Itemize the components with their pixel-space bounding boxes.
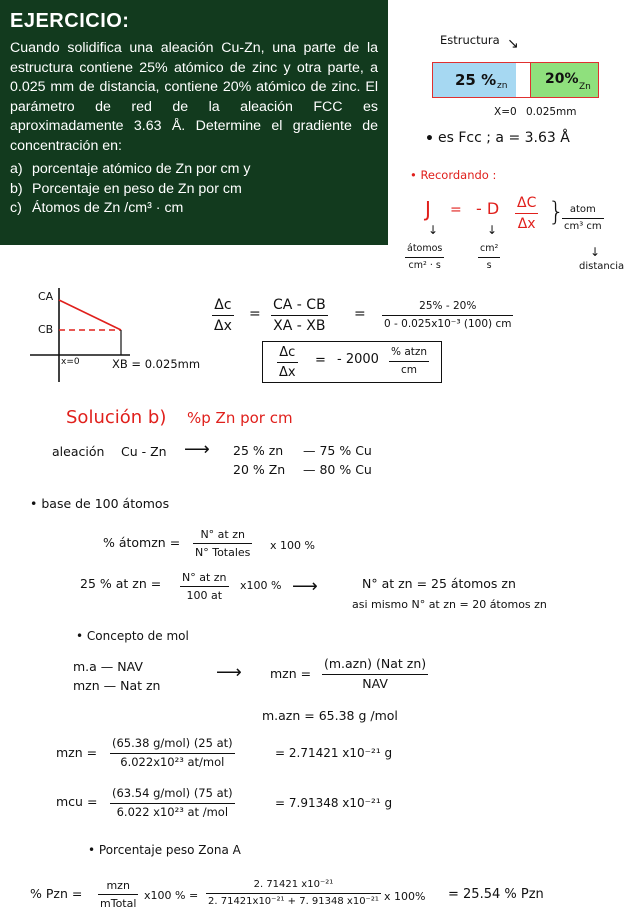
mole-concept: • Concepto de mol [76, 629, 189, 643]
zinc-atomic-mass: m.azn = 65.38 g /mol [262, 708, 398, 723]
example-lhs: 25 % at zn = [80, 576, 162, 591]
final-mid: x100 % = [144, 889, 199, 902]
graph-cb: CB [38, 323, 54, 336]
down-arrow-3: ↓ [590, 245, 601, 259]
down-arrow-1: ↓ [428, 223, 439, 237]
exercise-item-a: a) porcentaje atómico de Zn por cm y [10, 161, 251, 177]
fcc-line: es Fcc ; a = 3.63 Å [438, 130, 570, 146]
exercise-item-c: c) Átomos de Zn /cm³ · cm [10, 200, 184, 217]
flux-symbol: J [425, 197, 431, 221]
mzn-calc-result: = 2.71421 x10⁻²¹ g [275, 746, 393, 760]
solution-heading-2: %p Zn por cm [187, 409, 293, 427]
gradient-definition: $\frac{CA - CB}{XA - XB}$ [273, 297, 326, 334]
gradient-substitution: $\frac{25\% - 20\%}{\text{0 - 0.025x10⁻³ (100) cm}}$ [384, 300, 512, 330]
alloy-name: Cu - Zn [121, 444, 167, 459]
exercise-item-b: b) Porcentaje en peso de Zn por cm [10, 180, 242, 197]
structure-x1: 0.025mm [526, 106, 577, 118]
structure-cell-25: 25 % zn [432, 62, 518, 98]
final-numeric-fraction: $\frac{\text{2. 71421 x10⁻²¹}}{\text{2. 71421x10⁻²¹ + 7. 91348 x10⁻²¹}}$ [208, 879, 379, 907]
result-lhs: $\frac{\Delta c}{\Delta x}$ [279, 345, 296, 380]
recall-brace: } [548, 197, 565, 227]
result-unit: % atzn cm [391, 346, 428, 376]
pct-atom-fraction: N° at zn N° Totales [195, 528, 251, 559]
composition-b-zn: 20 % Zn [233, 462, 286, 477]
gradient-eq-2: = [354, 306, 366, 322]
mole-relation-2: mzn — Nat zn [73, 678, 161, 693]
structure-label: Estructura [440, 33, 500, 47]
diffusivity-units: $\frac{\text{cm²}}{s}$ [480, 243, 499, 271]
recall-gradient: $\frac{\Delta C}{\Delta x}$ [517, 195, 537, 232]
example-fraction: $\frac{\text{N° at zn}}{100 at}$ [182, 571, 227, 602]
exercise-title: EJERCICIO: [10, 10, 130, 32]
pct-atom-lhs: % átomzn = [103, 535, 181, 550]
down-arrow-2: ↓ [487, 223, 498, 237]
composition-b-cu: — 80 % Cu [303, 462, 372, 477]
gradient-result-box [262, 341, 442, 383]
mcu-calc-lhs: mcu = [56, 794, 98, 809]
gradient-eq-1: = [249, 306, 261, 322]
distance-label: distancia [579, 261, 624, 272]
solution-heading: Solución b) [66, 407, 167, 428]
final-result: = 25.54 % Pzn [448, 887, 544, 902]
alloy-arrow: ⟶ [184, 439, 210, 460]
structure-arrow: ↘ [507, 36, 519, 52]
recall-unit: atom cm³ cm [564, 204, 602, 232]
gradient-lhs: $\frac{\Delta c}{\Delta x}$ [214, 297, 232, 334]
mole-arrow: ⟶ [216, 662, 242, 683]
mzn-formula: (m.azn) (Nat zn) NAV [324, 656, 427, 691]
example-arrow: ⟶ [292, 576, 318, 597]
result-value: - 2000 [337, 352, 379, 367]
final-mass-fraction: mzn mTotal [100, 879, 137, 910]
weight-zone-note: • Porcentaje peso Zona A [88, 843, 241, 857]
structure-cell-20: 20% Zn [530, 62, 599, 98]
final-lhs: % Pzn = [30, 886, 83, 901]
composition-a-zn: 25 % zn [233, 443, 284, 458]
result-eq: = [315, 353, 326, 368]
composition-a-cu: — 75 % Cu [303, 443, 372, 458]
example-result-2: asi mismo N° at zn = 20 átomos zn [352, 598, 547, 611]
mzn-lhs: mzn = [270, 666, 312, 681]
minus-diffusivity: - D [476, 199, 500, 218]
final-tail: x 100% [384, 890, 426, 903]
pct-atom-tail: x 100 % [270, 539, 315, 552]
atom-base-note: • base de 100 átomos [30, 496, 170, 511]
exercise-statement: Cuando solidifica una aleación Cu-Zn, una parte de la estructura contiene 25% atómico de zinc y otra parte, a 0.025 mm de distancia, contiene 20% atómico de zinc. El parámetro de red de la aleación FCC es aproximadamente 3.63 Å. Determine el gradiente de concentración en: [10, 40, 378, 154]
graph-ca: CA [38, 290, 54, 303]
structure-x0: X=0 [494, 106, 517, 118]
alloy-label: aleación [52, 444, 105, 459]
example-tail: x100 % [240, 579, 282, 592]
mzn-calc-lhs: mzn = [56, 745, 98, 760]
mcu-calc-fraction: (63.54 g/mol) (75 at) 6.022 x10²³ at /mol [112, 786, 233, 819]
example-result-1: N° at zn = 25 átomos zn [362, 576, 516, 591]
graph-xb: XB = 0.025mm [112, 357, 201, 371]
recall-equals: = [450, 202, 462, 218]
recall-title: • Recordando : [410, 168, 497, 182]
mole-relation-1: m.a — NAV [73, 659, 143, 674]
mcu-calc-result: = 7.91348 x10⁻²¹ g [275, 796, 393, 810]
graph-x0: x=0 [61, 357, 80, 367]
flux-units: átomos cm² · s [407, 243, 443, 271]
mzn-calc-fraction: (65.38 g/mol) (25 at) 6.022x10²³ at/mol [112, 736, 233, 769]
fcc-bullet: • [425, 131, 434, 147]
